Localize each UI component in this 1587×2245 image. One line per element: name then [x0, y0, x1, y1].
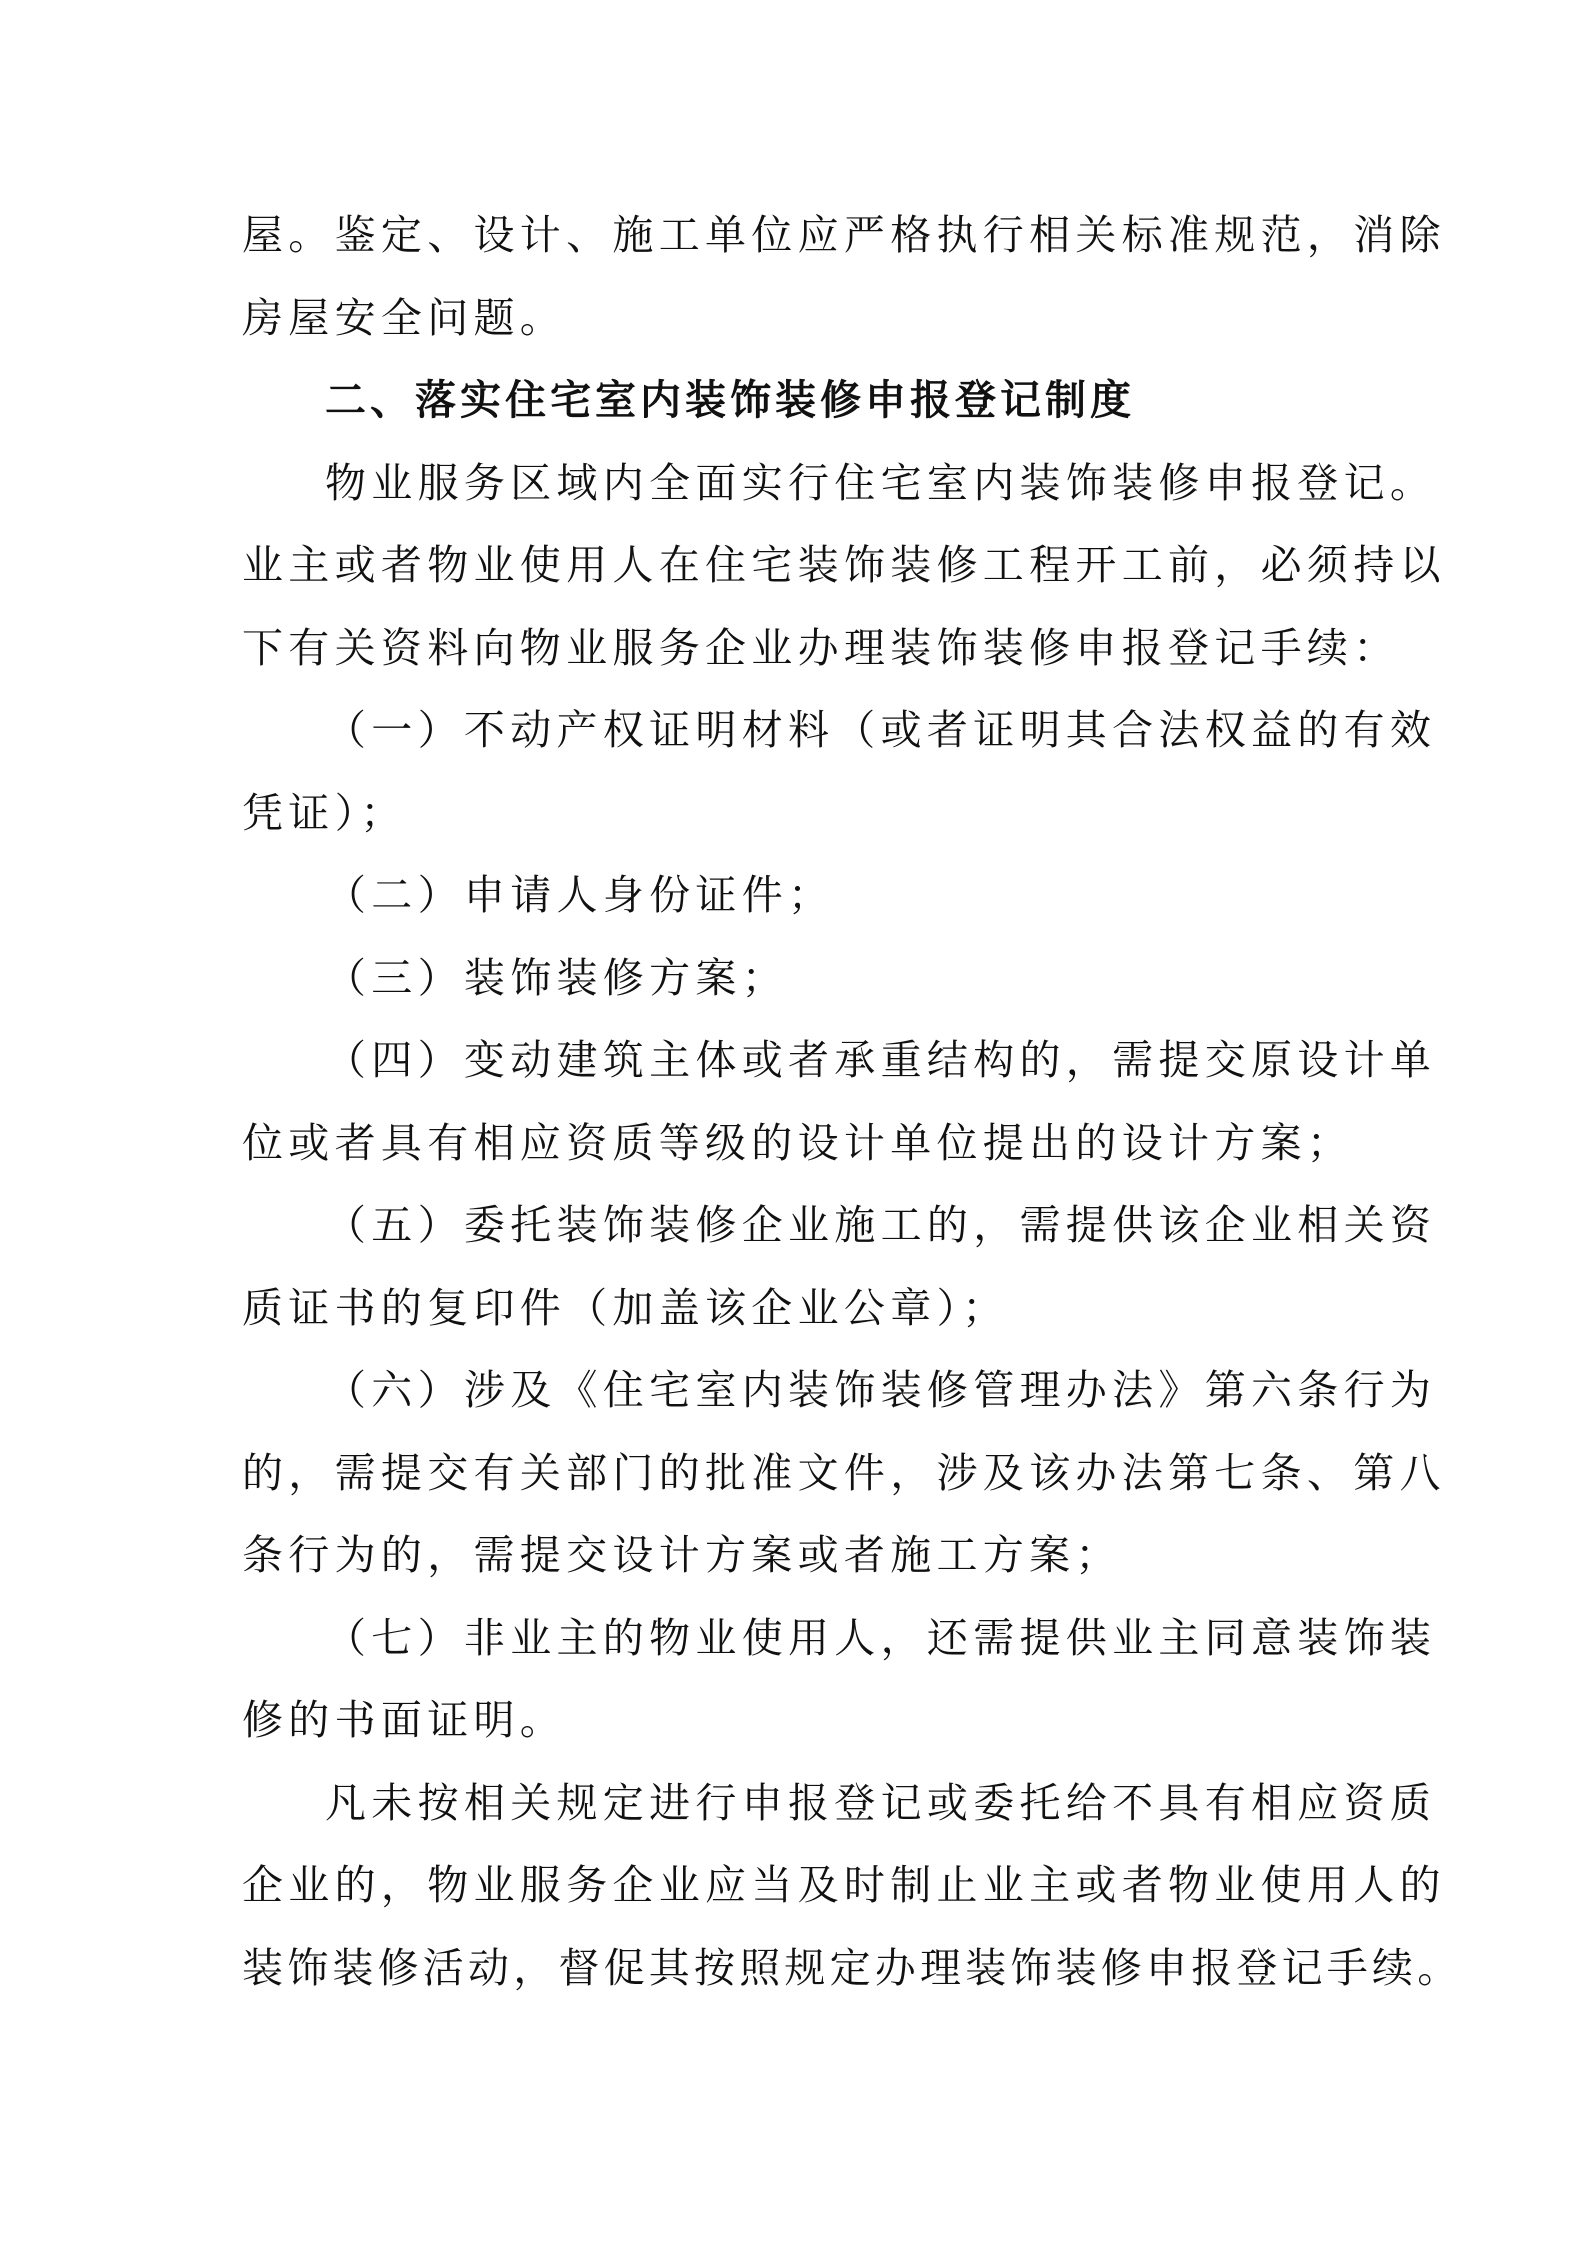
list-item-1-line-2: 凭证）； [242, 789, 407, 837]
closing-paragraph-line-3: 装饰装修活动，督促其按照规定办理装饰装修申报登记手续。 [242, 1944, 1463, 1992]
list-item-2: （二）申请人身份证件； [325, 871, 835, 919]
list-item-4-line-1: （四）变动建筑主体或者承重结构的，需提交原设计单 [325, 1036, 1437, 1084]
text-line-2: 房屋安全问题。 [242, 294, 567, 342]
section-heading: 二、落实住宅室内装饰装修申报登记制度 [325, 376, 1135, 424]
list-item-5-line-1: （五）委托装饰装修企业施工的，需提供该企业相关资 [325, 1201, 1437, 1249]
paragraph-line-3: 下有关资料向物业服务企业办理装饰装修申报登记手续： [242, 624, 1400, 672]
list-item-4-line-2: 位或者具有相应资质等级的设计单位提出的设计方案； [242, 1119, 1354, 1167]
list-item-6-line-3: 条行为的，需提交设计方案或者施工方案； [242, 1531, 1122, 1579]
list-item-6-line-1: （六）涉及《住宅室内装饰装修管理办法》第六条行为 [325, 1366, 1437, 1414]
list-item-7-line-2: 修的书面证明。 [242, 1696, 567, 1744]
list-item-6-line-2: 的，需提交有关部门的批准文件，涉及该办法第七条、第八 [242, 1449, 1446, 1497]
text-line-1: 屋。鉴定、设计、施工单位应严格执行相关标准规范，消除 [242, 211, 1446, 259]
closing-paragraph-line-2: 企业的，物业服务企业应当及时制止业主或者物业使用人的 [242, 1861, 1446, 1909]
paragraph-line-1: 物业服务区域内全面实行住宅室内装饰装修申报登记。 [325, 459, 1437, 507]
closing-paragraph-line-1: 凡未按相关规定进行申报登记或委托给不具有相应资质 [325, 1779, 1437, 1827]
list-item-3: （三）装饰装修方案； [325, 954, 788, 1002]
paragraph-line-2: 业主或者物业使用人在住宅装饰装修工程开工前，必须持以 [242, 541, 1446, 589]
list-item-7-line-1: （七）非业主的物业使用人，还需提供业主同意装饰装 [325, 1614, 1437, 1662]
list-item-5-line-2: 质证书的复印件（加盖该企业公章）； [242, 1284, 1009, 1332]
list-item-1-line-1: （一）不动产权证明材料（或者证明其合法权益的有效 [325, 706, 1437, 754]
